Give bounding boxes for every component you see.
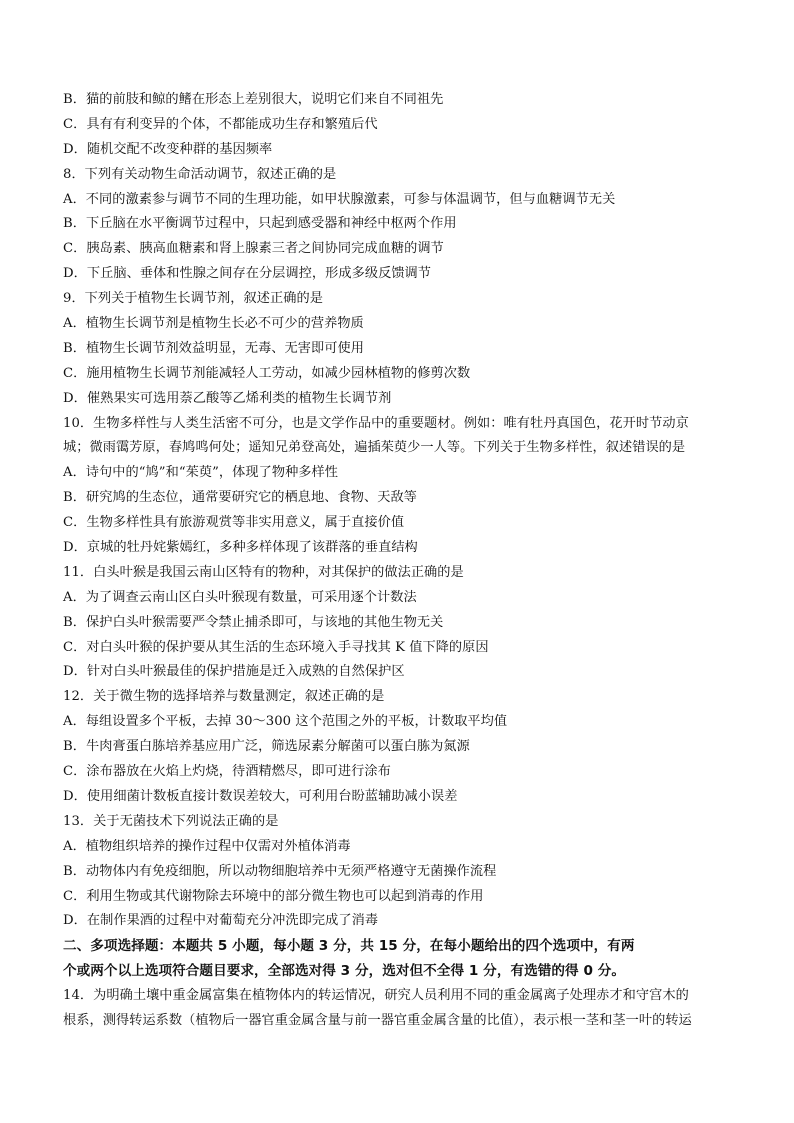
text-line: 根系，测得转运系数（植物后一器官重金属含量与前一器官重金属含量的比值），表示根一茎和茎一叶的转运 xyxy=(63,1012,692,1028)
text-line: 10．生物多样性与人类生活密不可分，也是文学作品中的重要题材。例如：唯有牡丹真国色，花开时节动京 xyxy=(63,415,689,431)
section-heading-line: 个或两个以上选项符合题目要求，全部选对得 3 分，选对但不全得 1 分，有选错的得 0 分。 xyxy=(63,963,626,980)
text-line: D．针对白头叶猴最佳的保护措施是迁入成熟的自然保护区 xyxy=(63,664,405,680)
text-line: 8．下列有关动物生命活动调节，叙述正确的是 xyxy=(63,166,337,182)
text-line: 城；微雨霭芳原，春鸠鸣何处；遥知兄弟登高处，遍插茱萸少一人等。下列关于生物多样性，叙述错误的是 xyxy=(63,440,686,456)
text-line: B．下丘脑在水平衡调节过程中，只起到感受器和神经中枢两个作用 xyxy=(63,216,457,232)
text-line: A．每组设置多个平板，去掉 30～300 这个范围之外的平板，计数取平均值 xyxy=(63,714,508,730)
text-line: 14．为明确土壤中重金属富集在植物体内的转运情况，研究人员利用不同的重金属离子处理赤才和守宫木的 xyxy=(63,988,689,1004)
exam-page xyxy=(63,88,743,1034)
text-line: D．京城的牡丹姹紫嫣红，多种多样体现了该群落的垂直结构 xyxy=(63,540,418,556)
text-line: 9．下列关于植物生长调节剂，叙述正确的是 xyxy=(63,291,323,307)
text-line: D．使用细菌计数板直接计数误差较大，可利用台盼蓝辅助减小误差 xyxy=(63,788,458,804)
text-line: 11．白头叶猴是我国云南山区特有的物种，对其保护的做法正确的是 xyxy=(63,564,464,580)
text-line: B．植物生长调节剂效益明显，无毒、无害即可使用 xyxy=(63,340,364,356)
text-line: 13．关于无菌技术下列说法正确的是 xyxy=(63,813,279,829)
text-line: D．下丘脑、垂体和性腺之间存在分层调控，形成多级反馈调节 xyxy=(63,266,432,282)
section-heading-line: 二、多项选择题：本题共 5 小题，每小题 3 分，共 15 分，在每小题给出的四个选项中，有两 xyxy=(63,938,635,955)
text-line: C．胰岛素、胰高血糖素和肾上腺素三者之间协同完成血糖的调节 xyxy=(63,241,444,257)
text-line: B．猫的前肢和鲸的鳍在形态上差别很大，说明它们来自不同祖先 xyxy=(63,92,444,107)
text-line: A．植物生长调节剂是植物生长必不可少的营养物质 xyxy=(63,316,364,332)
text-line: C．生物多样性具有旅游观赏等非实用意义，属于直接价值 xyxy=(63,515,405,531)
text-line: B．牛肉膏蛋白胨培养基应用广泛，筛选尿素分解菌可以蛋白胨为氮源 xyxy=(63,739,470,755)
text-line: A．不同的激素参与调节不同的生理功能，如甲状腺激素，可参与体温调节，但与血糖调节无关 xyxy=(63,191,616,207)
text-line: C．利用生物或其代谢物除去环境中的部分微生物也可以起到消毒的作用 xyxy=(63,888,484,904)
text-line: 12．关于微生物的选择培养与数量测定，叙述正确的是 xyxy=(63,689,385,705)
text-line: D．催熟果实可选用萘乙酸等乙烯利类的植物生长调节剂 xyxy=(63,390,392,406)
text-line: A．植物组织培养的操作过程中仅需对外植体消毒 xyxy=(63,838,351,854)
text-line: C．施用植物生长调节剂能减轻人工劳动，如减少园林植物的修剪次数 xyxy=(63,365,471,381)
text-line: D．随机交配不改变种群的基因频率 xyxy=(63,141,273,157)
text-line: B．研究鸠的生态位，通常要研究它的栖息地、食物、天敌等 xyxy=(63,490,417,506)
text-line: D．在制作果酒的过程中对葡萄充分冲洗即完成了消毒 xyxy=(63,913,379,929)
text-line: C．对白头叶猴的保护要从其生活的生态环境入手寻找其 K 值下降的原因 xyxy=(63,639,489,655)
text-line: A．为了调查云南山区白头叶猴现有数量，可采用逐个计数法 xyxy=(63,589,417,605)
text-line: B．动物体内有免疫细胞，所以动物细胞培养中无须严格遵守无菌操作流程 xyxy=(63,863,497,879)
text-line: B．保护白头叶猴需要严令禁止捕杀即可，与该地的其他生物无关 xyxy=(63,614,444,630)
text-line: A．诗句中的“鸠”和“茱萸”，体现了物种多样性 xyxy=(63,465,339,481)
text-line: C．涂布器放在火焰上灼烧，待酒精燃尽，即可进行涂布 xyxy=(63,764,391,780)
text-line: C．具有有利变异的个体，不都能成功生存和繁殖后代 xyxy=(63,116,378,132)
